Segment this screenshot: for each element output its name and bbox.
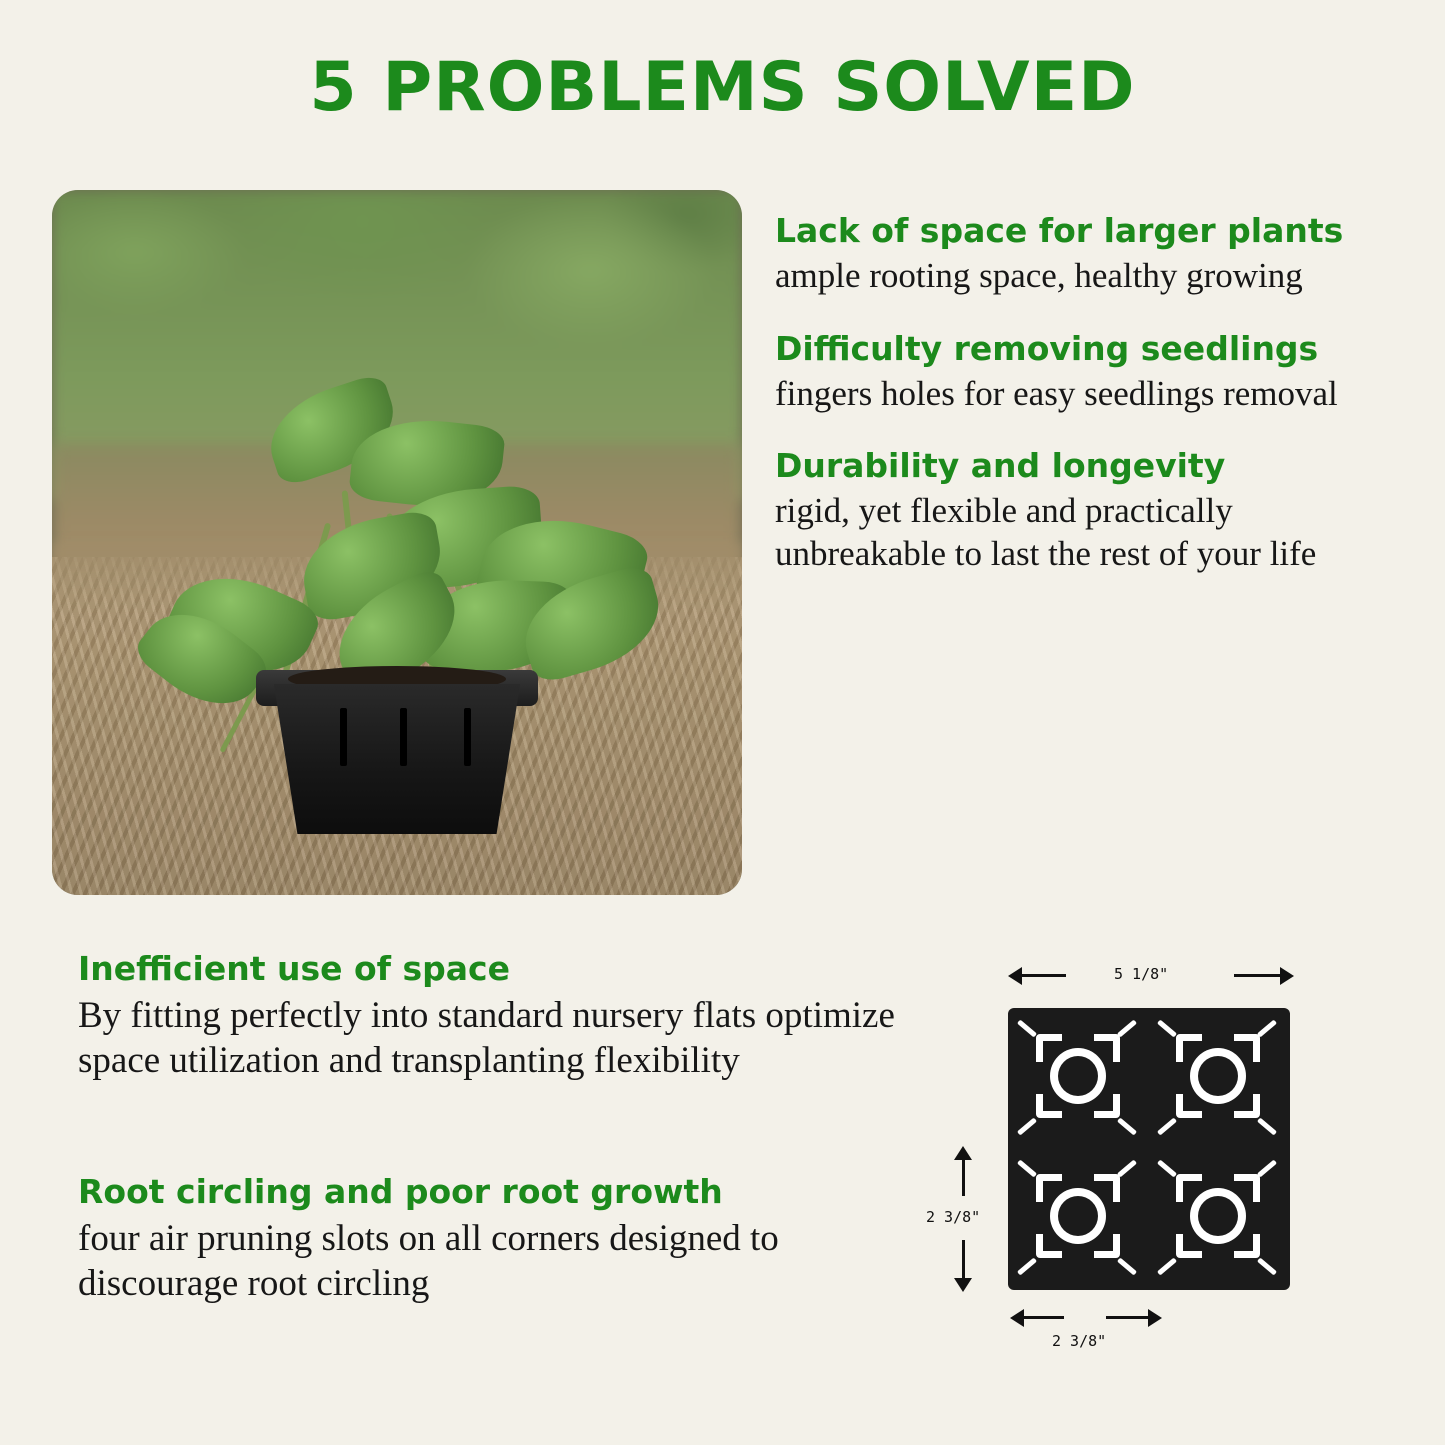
cell-notch bbox=[1166, 1202, 1188, 1234]
height-arrow-bottom-head bbox=[954, 1278, 972, 1292]
cell-width-arrow-right-head bbox=[1148, 1309, 1162, 1327]
cell-air-slot bbox=[1157, 1020, 1177, 1038]
problem-heading: Lack of space for larger plants bbox=[775, 211, 1344, 250]
cell-air-slot bbox=[1157, 1258, 1177, 1276]
cell-air-slot bbox=[1257, 1020, 1277, 1038]
problem-body: By fitting perfectly into standard nursery flats optimize space utilization and transplanting flexibility bbox=[78, 994, 895, 1082]
tray-cell-top-right bbox=[1156, 1016, 1281, 1141]
height-arrow-line-bottom bbox=[962, 1240, 965, 1278]
dimension-diagram bbox=[926, 950, 1310, 1350]
cell-notch bbox=[1166, 1062, 1188, 1094]
problem-body: four air pruning slots on all corners designed to discourage root circling bbox=[78, 1218, 779, 1305]
problem-item-2 bbox=[775, 330, 1375, 416]
height-arrow-line-top bbox=[962, 1158, 965, 1196]
cell-width-arrow-line-left bbox=[1022, 1316, 1064, 1319]
problem-heading: Root circling and poor root growth bbox=[78, 1172, 723, 1212]
cell-notch bbox=[1202, 1026, 1234, 1048]
cell-air-slot bbox=[1157, 1160, 1177, 1178]
black-cell-pot bbox=[252, 660, 542, 840]
right-text-column bbox=[775, 212, 1375, 608]
tray-cell-top-left bbox=[1016, 1016, 1141, 1141]
pot-air-slot bbox=[400, 708, 407, 766]
width-dimension-label: 5 1/8" bbox=[1114, 965, 1169, 983]
cell-notch bbox=[1062, 1166, 1094, 1188]
problem-item-5 bbox=[78, 1173, 928, 1306]
cell-air-slot bbox=[1257, 1118, 1277, 1136]
four-cell-tray bbox=[1008, 1008, 1290, 1290]
cell-notch bbox=[1108, 1062, 1134, 1094]
cell-air-slot bbox=[1157, 1118, 1177, 1136]
cell-notch bbox=[1202, 1166, 1234, 1188]
cell-air-slot bbox=[1017, 1118, 1037, 1136]
cell-air-slot bbox=[1257, 1258, 1277, 1276]
width-arrow-line-left bbox=[1020, 974, 1066, 977]
pot-air-slot bbox=[340, 708, 347, 766]
width-arrow-line-right bbox=[1234, 974, 1280, 977]
cell-notch bbox=[1062, 1108, 1094, 1134]
problem-body: fingers holes for easy seedlings removal bbox=[775, 373, 1338, 413]
cell-width-dimension-label: 2 3/8" bbox=[1052, 1332, 1107, 1350]
height-dimension-label: 2 3/8" bbox=[926, 1208, 981, 1226]
cell-notch bbox=[1026, 1202, 1048, 1234]
cell-notch bbox=[1108, 1202, 1134, 1234]
height-arrow-top-head bbox=[954, 1146, 972, 1160]
problem-item-4 bbox=[78, 950, 928, 1083]
problem-heading: Durability and longevity bbox=[775, 446, 1226, 486]
bottom-text-column bbox=[78, 950, 928, 1306]
problem-body: ample rooting space, healthy growing bbox=[775, 255, 1303, 295]
cell-air-slot bbox=[1117, 1258, 1137, 1276]
cell-notch bbox=[1248, 1062, 1274, 1094]
pot-body bbox=[266, 684, 528, 834]
cell-air-slot bbox=[1117, 1118, 1137, 1136]
problem-item-1 bbox=[775, 212, 1375, 298]
problem-item-3 bbox=[775, 447, 1375, 575]
tray-cell-bottom-left bbox=[1016, 1156, 1141, 1281]
problem-heading: Inefficient use of space bbox=[78, 949, 510, 988]
page-title: 5 PROBLEMS SOLVED bbox=[309, 48, 1136, 127]
cell-air-slot bbox=[1017, 1258, 1037, 1276]
cell-finger-hole-inner bbox=[1058, 1196, 1098, 1236]
cell-air-slot bbox=[1117, 1160, 1137, 1178]
cell-notch bbox=[1062, 1026, 1094, 1048]
cell-width-arrow-line-right bbox=[1106, 1316, 1148, 1319]
cell-air-slot bbox=[1257, 1160, 1277, 1178]
cell-air-slot bbox=[1017, 1020, 1037, 1038]
product-photo bbox=[52, 190, 742, 895]
cell-air-slot bbox=[1017, 1160, 1037, 1178]
width-arrow-right-head bbox=[1280, 967, 1294, 985]
cell-finger-hole-inner bbox=[1198, 1056, 1238, 1096]
cell-notch bbox=[1202, 1108, 1234, 1134]
cell-notch bbox=[1248, 1202, 1274, 1234]
problem-body: rigid, yet flexible and practically unbreakable to last the rest of your life bbox=[775, 491, 1317, 573]
cell-finger-hole-inner bbox=[1198, 1196, 1238, 1236]
tray-cell-bottom-right bbox=[1156, 1156, 1281, 1281]
problem-heading: Difficulty removing seedlings bbox=[775, 328, 1319, 368]
width-arrow-left-head bbox=[1008, 967, 1022, 985]
cell-finger-hole-inner bbox=[1058, 1056, 1098, 1096]
cell-notch bbox=[1026, 1062, 1048, 1094]
cell-notch bbox=[1202, 1248, 1234, 1274]
cell-air-slot bbox=[1117, 1020, 1137, 1038]
pot-air-slot bbox=[464, 708, 471, 766]
cell-width-arrow-left-head bbox=[1010, 1309, 1024, 1327]
cell-notch bbox=[1062, 1248, 1094, 1274]
